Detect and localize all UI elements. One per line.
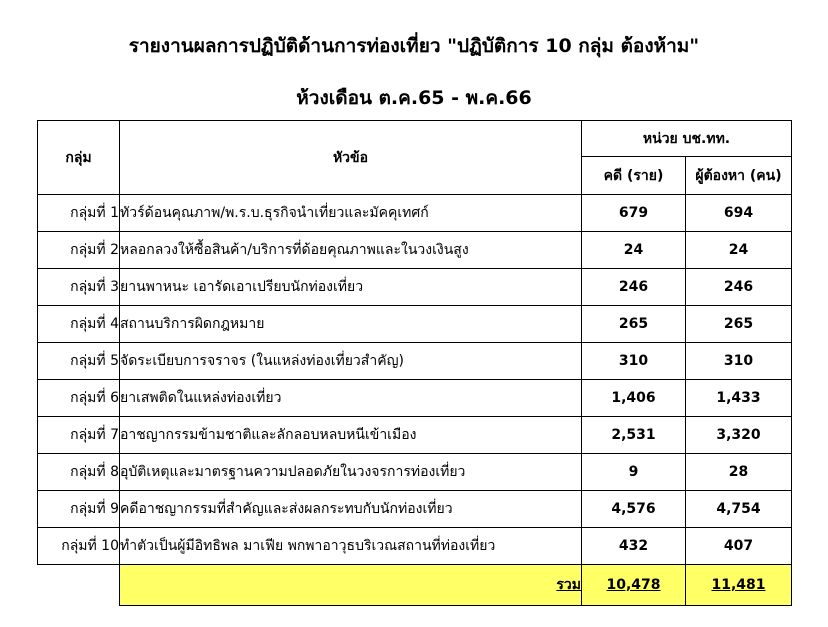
row-suspects: 246 bbox=[686, 269, 792, 306]
row-topic: ทัวร์ด้อนคุณภาพ/พ.ร.บ.ธุรกิจนำเที่ยวและมัคคุเทศก์ bbox=[120, 195, 582, 232]
total-suspects: 11,481 bbox=[686, 565, 792, 606]
report-table bbox=[37, 120, 792, 606]
row-cases: 4,576 bbox=[582, 491, 686, 528]
row-suspects: 28 bbox=[686, 454, 792, 491]
row-group: กลุ่มที่ 10 bbox=[38, 528, 120, 565]
total-blank-cell bbox=[38, 565, 120, 606]
row-cases: 246 bbox=[582, 269, 686, 306]
row-group: กลุ่มที่ 4 bbox=[38, 306, 120, 343]
row-group: กลุ่มที่ 3 bbox=[38, 269, 120, 306]
row-group: กลุ่มที่ 1 bbox=[38, 195, 120, 232]
header-row bbox=[38, 121, 792, 157]
table-row bbox=[38, 343, 792, 380]
row-cases: 9 bbox=[582, 454, 686, 491]
row-group: กลุ่มที่ 7 bbox=[38, 417, 120, 454]
row-cases: 265 bbox=[582, 306, 686, 343]
row-cases: 1,406 bbox=[582, 380, 686, 417]
header-suspects: ผู้ต้องหา (คน) bbox=[686, 157, 792, 195]
table-row bbox=[38, 195, 792, 232]
row-group: กลุ่มที่ 9 bbox=[38, 491, 120, 528]
report-subtitle: ห้วงเดือน ต.ค.65 - พ.ค.66 bbox=[296, 87, 532, 109]
table-row bbox=[38, 491, 792, 528]
header-cases: คดี (ราย) bbox=[582, 157, 686, 195]
row-topic: สถานบริการผิดกฎหมาย bbox=[120, 306, 582, 343]
row-cases: 2,531 bbox=[582, 417, 686, 454]
header-topic: หัวข้อ bbox=[120, 121, 582, 195]
row-cases: 24 bbox=[582, 232, 686, 269]
row-cases: 432 bbox=[582, 528, 686, 565]
row-topic: ยานพาหนะ เอารัดเอาเปรียบนักท่องเที่ยว bbox=[120, 269, 582, 306]
table-row bbox=[38, 232, 792, 269]
row-suspects: 265 bbox=[686, 306, 792, 343]
row-suspects: 4,754 bbox=[686, 491, 792, 528]
table-row bbox=[38, 269, 792, 306]
header-group: กลุ่ม bbox=[38, 121, 120, 195]
row-topic: อุบัติเหตุและมาตรฐานความปลอดภัยในวงจรการท่องเที่ยว bbox=[120, 454, 582, 491]
row-topic: ทำตัวเป็นผู้มีอิทธิพล มาเฟีย พกพาอาวุธบริเวณสถานที่ท่องเที่ยว bbox=[120, 528, 582, 565]
row-topic: หลอกลวงให้ซื้อสินค้า/บริการที่ด้อยคุณภาพและในวงเงินสูง bbox=[120, 232, 582, 269]
row-topic: จัดระเบียบการจราจร (ในแหล่งท่องเที่ยวสำคัญ) bbox=[120, 343, 582, 380]
table-row bbox=[38, 306, 792, 343]
row-cases: 679 bbox=[582, 195, 686, 232]
row-topic: อาชญากรรมข้ามชาติและลักลอบหลบหนีเข้าเมือง bbox=[120, 417, 582, 454]
total-cases: 10,478 bbox=[582, 565, 686, 606]
row-group: กลุ่มที่ 6 bbox=[38, 380, 120, 417]
table-row bbox=[38, 528, 792, 565]
table-row bbox=[38, 454, 792, 491]
row-suspects: 310 bbox=[686, 343, 792, 380]
total-label: รวม bbox=[120, 565, 582, 606]
table-row bbox=[38, 417, 792, 454]
row-suspects: 1,433 bbox=[686, 380, 792, 417]
row-suspects: 407 bbox=[686, 528, 792, 565]
header-unit: หน่วย บช.ทท. bbox=[582, 121, 792, 157]
row-group: กลุ่มที่ 8 bbox=[38, 454, 120, 491]
row-topic: ยาเสพติดในแหล่งท่องเที่ยว bbox=[120, 380, 582, 417]
table-row bbox=[38, 380, 792, 417]
row-cases: 310 bbox=[582, 343, 686, 380]
row-suspects: 3,320 bbox=[686, 417, 792, 454]
report-title: รายงานผลการปฏิบัติด้านการท่องเที่ยว "ปฏิบัติการ 10 กลุ่ม ต้องห้าม" bbox=[128, 35, 700, 57]
row-suspects: 24 bbox=[686, 232, 792, 269]
row-group: กลุ่มที่ 5 bbox=[38, 343, 120, 380]
row-suspects: 694 bbox=[686, 195, 792, 232]
row-topic: คดีอาชญากรรมที่สำคัญและส่งผลกระทบกับนักท่องเที่ยว bbox=[120, 491, 582, 528]
total-row bbox=[38, 565, 792, 606]
row-group: กลุ่มที่ 2 bbox=[38, 232, 120, 269]
